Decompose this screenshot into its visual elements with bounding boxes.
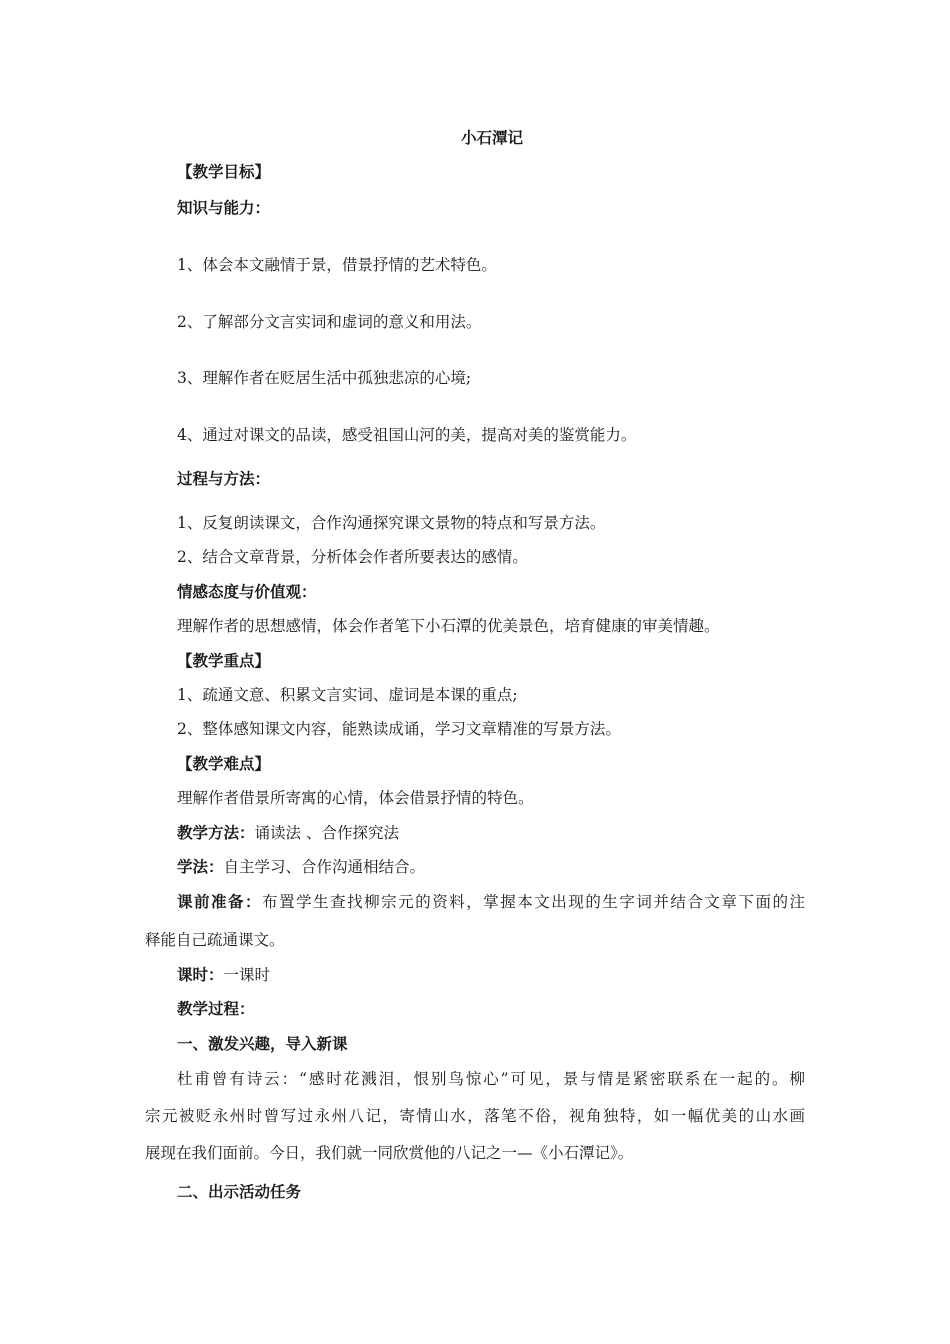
knowledge-item: 2、了解部分文言实词和虚词的意义和用法。 [177,313,482,331]
study-method-line [177,857,425,877]
prep-line-2: 释能自己疏通课文。 [145,931,285,949]
difficulty-heading: 【教学难点】 [177,755,271,773]
class-hours-value: 一课时 [223,966,271,984]
difficulty-text: 理解作者借景所寄寓的心情，体会借景抒情的特色。 [177,789,534,807]
knowledge-item: 1、体会本文融情于景，借景抒情的艺术特色。 [177,256,497,274]
prep-line-1 [177,892,805,912]
step1-paragraph-line: 杜甫曾有诗云：“感时花溅泪，恨别鸟惊心”可见，景与情是紧密联系在一起的。柳 [177,1070,805,1088]
step2-heading: 二、出示活动任务 [177,1183,302,1201]
emotion-heading: 情感态度与价值观： [177,583,317,601]
study-method-value: 自主学习、合作沟通相结合。 [223,858,426,876]
key-point-item: 1、疏通文意、积累文言实词、虚词是本课的重点; [177,686,518,704]
process-item: 2、结合文章背景，分析体会作者所要表达的感情。 [177,548,528,566]
key-points-heading: 【教学重点】 [177,652,271,670]
step1-paragraph-line: 展现在我们面前。今日，我们就一同欣赏他的八记之一—《小石潭记》。 [145,1144,634,1162]
teaching-method-label: 教学方法： [177,824,255,842]
key-point-item: 2、整体感知课文内容，能熟读成诵，学习文章精准的写景方法。 [177,720,621,738]
knowledge-item: 4、通过对课文的品读，感受祖国山河的美，提高对美的鉴赏能力。 [177,426,637,444]
class-hours-label: 课时： [177,966,224,984]
step1-heading: 一、激发兴趣，导入新课 [177,1035,348,1053]
document-title: 小石潭记 [460,129,523,147]
knowledge-item: 3、理解作者在贬居生活中孤独悲凉的心境; [177,369,472,387]
study-method-label: 学法： [177,858,224,876]
knowledge-heading: 知识与能力： [177,199,271,217]
class-hours-line [177,965,270,985]
process-item: 1、反复朗读课文，合作沟通探究课文景物的特点和写景方法。 [177,514,606,532]
teaching-method-line [177,823,399,843]
objectives-heading: 【教学目标】 [177,163,271,181]
step1-paragraph-line: 宗元被贬永州时曾写过永州八记，寄情山水，落笔不俗，视角独特，如一幅优美的山水画 [145,1107,805,1125]
prep-text: 布置学生查找柳宗元的资料，掌握本文出现的生字词并结合文章下面的注 [262,893,805,911]
prep-label: 课前准备： [177,893,263,911]
teaching-method-value: 诵读法 、合作探究法 [254,824,399,842]
process-heading: 过程与方法： [177,470,271,488]
teaching-process-label: 教学过程： [177,1000,255,1018]
emotion-text: 理解作者的思想感情，体会作者笔下小石潭的优美景色，培育健康的审美情趣。 [177,617,720,635]
